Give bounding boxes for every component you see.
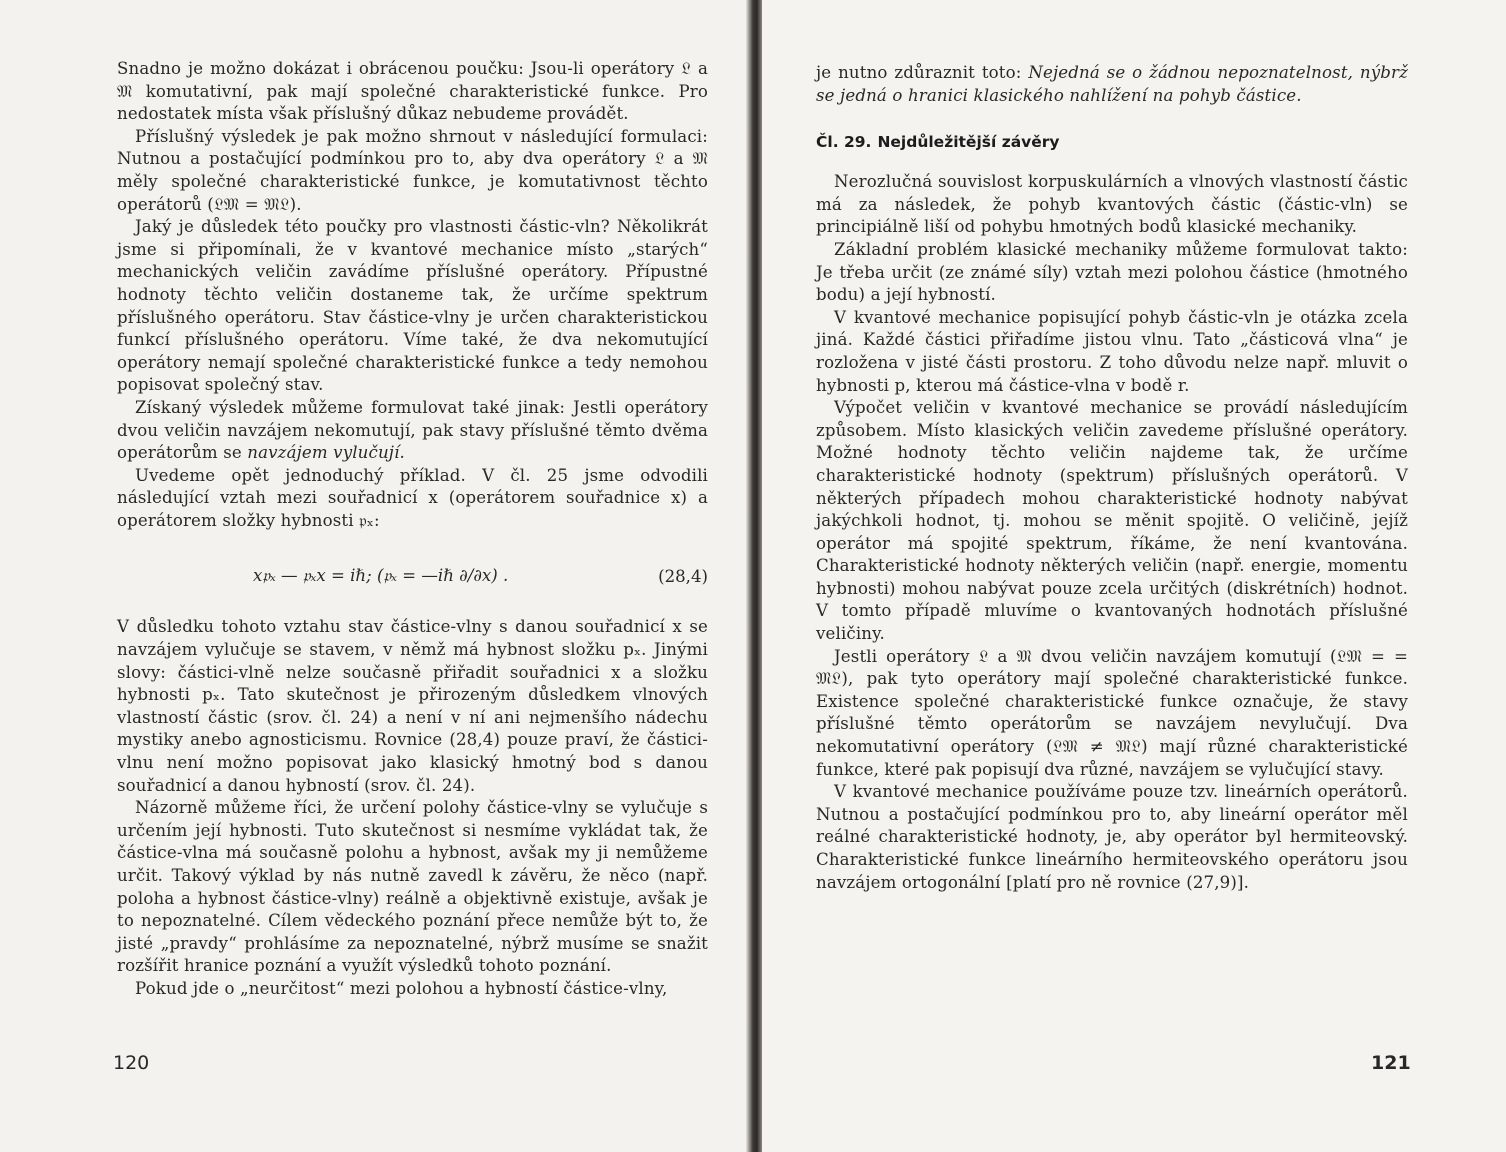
equation-block [117, 540, 708, 612]
paragraph: Příslušný výsledek je pak možno shrnout v následující formulaci: Nutnou a postačující podmínkou pro to, aby dva operátory 𝔏 a 𝔐 měly společné charakteristické funkce, je komutativnost těchto operátorů (𝔏𝔐 = 𝔐𝔏). [117, 126, 708, 214]
page-number: 121 [1371, 1052, 1411, 1074]
page-number: 120 [113, 1052, 150, 1074]
paragraph: Nerozlučná souvislost korpuskulárních a vlnových vlastností částic má za následek, že pohyb kvantových částic (částic-vln) se principiálně liší od pohybu hmotných bodů klasické mechaniky. [816, 172, 1408, 237]
equation: x𝔭ₓ — 𝔭ₓx = iℏ; (𝔭ₓ = —iℏ ∂/∂x) . [253, 566, 509, 586]
paragraph: Názorně můžeme říci, že určení polohy částice-vlny se vylučuje s určením její hybnosti. Tuto skutečnost si nesmíme vykládat tak, že částice-vlna má současně polohu a hybnost, avšak my ji nemůžeme určit. Takový výklad by nás nutně zavedl k závěru, že něco (např. poloha a hybnost částice-vlny) reálně a objektivně existuje, avšak je to nepoznatelné. Cílem vědeckého poznání přece nemůže být to, že jisté „pravdy“ prohlásíme za nepoznatelné, nýbrž musíme se snažit rozšířit hranice poznání a využít výsledků tohoto poznání. [117, 798, 708, 976]
paragraph: Jestli operátory 𝔏 a 𝔐 dvou veličin navzájem komutují (𝔏𝔐 = = 𝔐𝔏), pak tyto operátory mají společné charakteristické funkce. Existence společné charakteristické funkce označuje, že stavy příslušné těmto operátorům se navzájem nevylučují. Dva nekomutativní operátory (𝔏𝔐 ≠ 𝔐𝔏) mají různé charakteristické funkce, které pak popisují dva různé, navzájem se vylučující stavy. [816, 646, 1408, 779]
left-page [0, 0, 750, 1152]
paragraph: V kvantové mechanice používáme pouze tzv. lineárních operátorů. Nutnou a postačující podmínkou pro to, aby lineární operátor měl reálné charakteristické hodnoty, je, aby operátor byl hermiteovský. Charakteristické funkce lineárního hermiteovského operátoru jsou navzájem ortogonální [platí pro ně rovnice (27,9)]. [816, 782, 1408, 892]
right-page-text [816, 62, 1408, 894]
section-label: Čl. 29. [816, 133, 872, 152]
paragraph: Základní problém klasické mechaniky můžeme formulovat takto: Je třeba určit (ze známé síly) vztah mezi polohou částice (hmotného bodu) a její hybností. [816, 239, 1408, 305]
section-heading [816, 133, 1408, 151]
paragraph: Pokud jde o „neurčitost“ mezi polohou a hybností částice-vlny, [135, 978, 668, 998]
emphasized-text: Nejedná se o žádnou nepoznatelnost, nýbrž se jedná o hranici klasického nahlížení na pohyb částice. [816, 63, 1408, 105]
paragraph-text: Získaný výsledek můžeme formulovat také jinak: Jestli operátory dvou veličin navzájem nekomutují, pak stavy příslušné těmto dvěma operátorům se [117, 397, 708, 463]
paragraph [117, 397, 708, 465]
left-page-text [117, 58, 708, 1001]
paragraph: V důsledku tohoto vztahu stav částice-vlny s danou souřadnicí x se navzájem vylučuje se stavem, v němž má hybnost složku pₓ. Jinými slovy: částici-vlně nelze současně přiřadit souřadnici x a složku hybnosti pₓ. Tato skutečnost je přirozeným důsledkem vlnových vlastností částic (srov. čl. 24) a není v ní ani nejmenšího nádechu mystiky anebo agnosticismu. Rovnice (28,4) pouze praví, že částici-vlnu není možno popisovat jako klasický hmotný bod s danou souřadnicí a danou hybností (srov. čl. 24). [117, 617, 708, 795]
section-title: Nejdůležitější závěry [877, 133, 1060, 152]
paragraph-text: je nutno zdůraznit toto: [816, 63, 1029, 82]
paragraph [816, 62, 1408, 107]
emphasized-text: navzájem vylučují. [247, 443, 405, 463]
paragraph: Jaký je důsledek této poučky pro vlastnosti částic-vln? Několikrát jsme si připomínali, že v kvantové mechanice místo „starých“ mechanických veličin zavádíme příslušné operátory. Přípustné hodnoty těchto veličin dostaneme tak, že určíme spektrum příslušného operátoru. Stav částice-vlny je určen charakteristickou funkcí příslušného operátoru. Víme také, že dva nekomutující operátory nemají společné charakteristické funkce a tedy nemohou popisovat společný stav. [117, 217, 708, 395]
paragraph: V kvantové mechanice popisující pohyb částic-vln je otázka zcela jiná. Každé částici přiřadíme jistou vlnu. Tato „částicová vlna“ je rozložena v jisté části prostoru. Z toho důvodu nelze např. mluvit o hybnosti p, kterou má částice-vlna v bodě r. [816, 307, 1408, 395]
equation-number: (28,4) [658, 566, 708, 586]
paragraph: Snadno je možno dokázat i obrácenou poučku: Jsou-li operátory 𝔏 a 𝔐 komutativní, pak mají společné charakteristické funkce. Pro nedostatek místa však příslušný důkaz nebudeme provádět. [117, 59, 708, 124]
paragraph: Výpočet veličin v kvantové mechanice se provádí následujícím způsobem. Místo klasických veličin zavedeme příslušné operátory. Možné hodnoty těchto veličin najdeme tak, že určíme charakteristické hodnoty (spektrum) příslušných operátorů. V některých případech mohou charakteristické hodnoty nabývat jakýchkoli hodnot, tj. mohou se měnit spojitě. O veličině, jejíž operátor má spojité spektrum, říkáme, že není kvantována. Charakteristické hodnoty některých veličin (např. energie, momentu hybnosti) mohou nabývat pouze zcela určitých (diskrétních) hodnot. V tomto případě mluvíme o kvantovaných hodnotách příslušné veličiny. [816, 398, 1408, 644]
paragraph: Uvedeme opět jednoduchý příklad. V čl. 25 jsme odvodili následující vztah mezi souřadnicí x (operátorem souřadnice x) a operátorem složky hybnosti 𝔭ₓ: [117, 465, 708, 530]
